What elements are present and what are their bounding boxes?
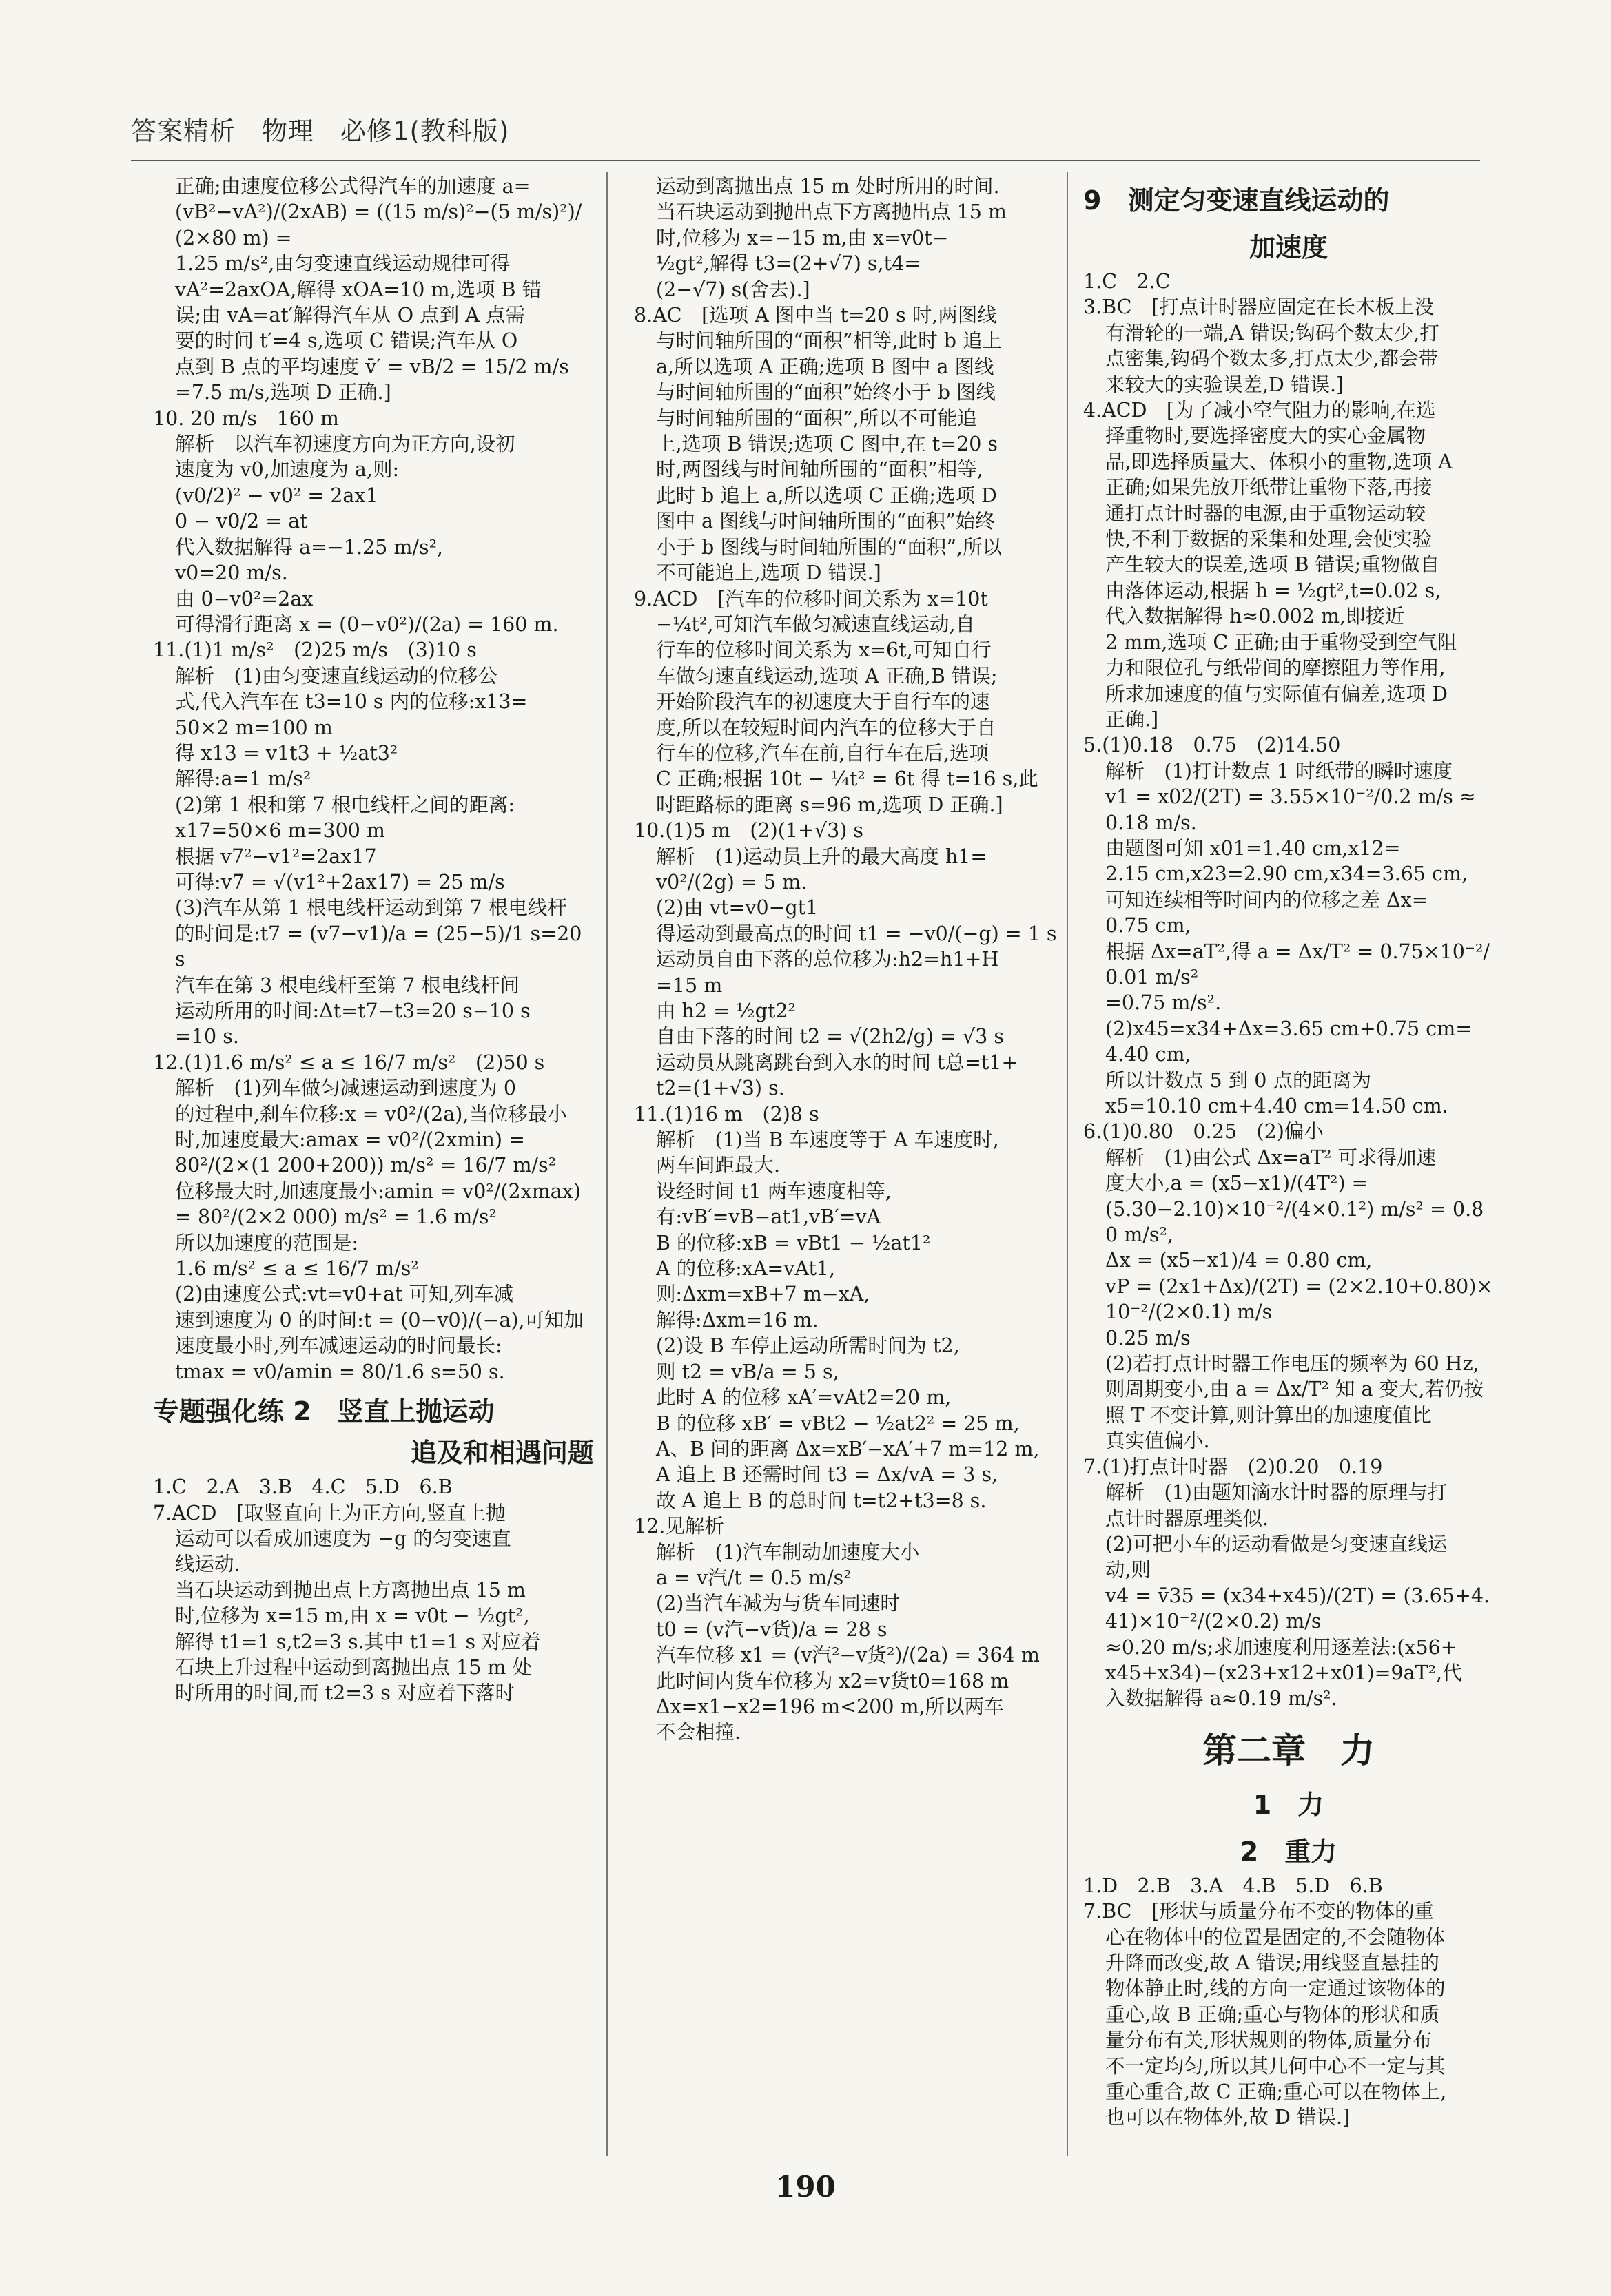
text-line: ≈0.20 m/s;求加速度利用逐差法:(x56+ [1105,1635,1457,1659]
running-header: 答案精析 物理 必修1(教科版) [131,116,510,146]
text-line: 点计时器原理类似. [1105,1507,1269,1530]
text-line: 有滑轮的一端,A 错误;钩码个数太少,打 [1105,321,1439,344]
text-line: 位移最大时,加速度最小:amin = v0²/(2xmax) [175,1179,581,1203]
text-line: =0.75 m/s². [1105,991,1222,1015]
text-line: x45+x34)−(x23+x12+x01)=9aT²,代 [1105,1661,1462,1684]
text-line: 3.BC [打点计时器应固定在长木板上没 [1083,296,1435,319]
text-line: (2)由 vt=v0−gt1 [656,896,819,920]
text-line: 不可能追上,选项 D 错误.] [656,561,881,585]
text-line: 行车的位移时间关系为 x=6t,可知自行 [656,639,992,662]
text-line: 2 mm,选项 C 正确;由于重物受到空气阻 [1105,630,1457,654]
text-line: 照 T 不变计算,则计算出的加速度值比 [1105,1403,1432,1427]
text-line: 上,选项 B 错误;选项 C 图中,在 t=20 s [656,433,998,456]
text-line: 0.75 cm, [1105,914,1191,938]
column-divider [606,172,608,2156]
text-line: 汽车位移 x1 = (v汽²−v货²)/(2a) = 364 m [656,1644,1040,1667]
text-line: 由题图可知 x01=1.40 cm,x12= [1105,836,1401,860]
text-line: 行车的位移,汽车在前,自行车在后,选项 [656,741,989,765]
text-line: 运动员从跳离跳台到入水的时间 t总=t1+ [656,1051,1018,1074]
text-line: 9.ACD [汽车的位移时间关系为 x=10t [634,587,988,610]
text-line: 解析 以汽车初速度方向为正方向,设初 [175,433,515,456]
text-line: 故 A 追上 B 的总时间 t=t2+t3=8 s. [656,1489,987,1512]
text-line: 解析 (1)汽车制动加速度大小 [656,1540,920,1564]
text-line: 真实值偏小. [1105,1429,1210,1453]
text-line: 当石块运动到抛出点下方离抛出点 15 m [656,200,1007,224]
text-line: =15 m [656,973,723,997]
text-line: 与时间轴所围的“面积”相等,此时 b 追上 [656,329,1003,353]
text-line: (2)设 B 车停止运动所需时间为 t2, [656,1334,960,1358]
text-line: A 的位移:xA=vAt1, [656,1257,836,1281]
text-line: 解得:Δxm=16 m. [656,1308,819,1332]
text-line: 线运动. [175,1553,240,1576]
text-line: 1.25 m/s²,由匀变速直线运动规律可得 [175,252,511,276]
text-line: 10. 20 m/s 160 m [153,406,339,430]
text-line: 运动可以看成加速度为 −g 的匀变速直 [175,1527,511,1550]
text-line: 根据 Δx=aT²,得 a = Δx/T² = 0.75×10⁻²/0.01 m/s² [1105,940,1490,989]
text-line: 来较大的实验误差,D 错误.] [1105,373,1344,396]
text-line: (vB²−vA²)/(2xAB) = ((15 m/s)²−(5 m/s)²)/(2×80 m) = [175,200,582,249]
text-line: 解析 (1)列车做匀减速运动到速度为 0 [175,1077,517,1100]
text-line: 7.BC [形状与质量分布不变的物体的重 [1083,1900,1435,1923]
text-line: 设经时间 t1 两车速度相等, [656,1179,892,1203]
text-line: 图中 a 图线与时间轴所围的“面积”始终 [656,510,995,533]
text-line: A 追上 B 还需时间 t3 = Δx/vA = 3 s, [656,1463,998,1487]
text-line: 时,加速度最大:amax = v0²/(2xmin) = [175,1128,525,1152]
column-1 [153,174,594,2171]
text-line: A、B 间的距离 Δx=xB′−xA′+7 m=12 m, [656,1437,1040,1460]
text-line: 升降而改变,故 A 错误;用线竖直悬挂的 [1105,1951,1439,1974]
text-line: 速度为 v0,加速度为 a,则: [175,458,400,482]
text-line: 8.AC [选项 A 图中当 t=20 s 时,两图线 [634,304,997,327]
column-1-lines-after [153,1474,594,1706]
text-line: =7.5 m/s,选项 D 正确.] [175,381,391,404]
text-line: 物体静止时,线的方向一定通过该物体的 [1105,1977,1446,2000]
text-line: 的时间是:t7 = (v7−v1)/a = (25−5)/1 s=20 s [175,922,582,971]
text-line: 有:vB′=vB−at1,vB′=vA [656,1206,881,1229]
text-line: 自由下落的时间 t2 = √(2h2/g) = √3 s [656,1025,1004,1048]
text-line: 7.(1)打点计时器 (2)0.20 0.19 [1083,1455,1383,1478]
text-line: 时所用的时间,而 t2=3 s 对应着下落时 [175,1682,515,1705]
text-line: 择重物时,要选择密度大的实心金属物 [1105,424,1426,448]
text-line: 正确;如果先放开纸带让重物下落,再接 [1105,476,1433,499]
section-title: 1 力 [1253,1789,1324,1820]
chapter-title: 第二章 力 [1202,1730,1375,1770]
text-line: 也可以在物体外,故 D 错误.] [1105,2106,1351,2129]
text-line: v0²/(2g) = 5 m. [656,870,808,893]
text-line: 所求加速度的值与实际值有偏差,选项 D [1105,682,1448,705]
text-line: 与时间轴所围的“面积”始终小于 b 图线 [656,381,996,404]
text-line: 可得滑行距离 x = (0−v0²)/(2a) = 160 m. [175,612,559,636]
text-line: 1.6 m/s² ≤ a ≤ 16/7 m/s² [175,1257,419,1281]
text-line: 12.见解析 [634,1515,724,1538]
text-line: 则:Δxm=xB+7 m−xA, [656,1283,870,1306]
text-line: 点到 B 点的平均速度 v̄′ = vB/2 = 15/2 m/s [175,355,569,378]
text-line: 2.15 cm,x23=2.90 cm,x34=3.65 cm, [1105,862,1468,886]
text-line: B 的位移:xB = vBt1 − ½at1² [656,1231,931,1254]
text-line: 要的时间 t′=4 s,选项 C 错误;汽车从 O [175,329,518,353]
text-line: 小于 b 图线与时间轴所围的“面积”,所以 [656,535,1003,559]
text-line: 入数据解得 a≈0.19 m/s². [1105,1687,1337,1710]
text-line: a = v汽/t = 0.5 m/s² [656,1566,852,1589]
text-line: (v0/2)² − v0² = 2ax1 [175,484,378,507]
text-line: 速到速度为 0 的时间:t = (0−v0)/(−a),可知加 [175,1308,584,1332]
text-line: 车做匀速直线运动,选项 A 正确,B 错误; [656,664,998,687]
text-line: 5.(1)0.18 0.75 (2)14.50 [1083,734,1341,757]
text-line: B 的位移 xB′ = vBt2 − ½at2² = 25 m, [656,1411,1020,1435]
text-line: 时,位移为 x=−15 m,由 x=v0t− [656,226,949,249]
text-line: v1 = x02/(2T) = 3.55×10⁻²/0.2 m/s ≈ 0.18 m/s. [1105,785,1476,834]
column-2 [634,174,1075,2171]
text-line: 正确;由速度位移公式得汽车的加速度 a= [175,175,531,198]
text-line: (2)当汽车减为与货车同速时 [656,1592,900,1615]
text-line: 10.(1)5 m (2)(1+√3) s [634,819,864,842]
text-line: 量分布有关,形状规则的物体,质量分布 [1105,2029,1433,2052]
text-line: 解析 (1)由题知滴水计时器的原理与打 [1105,1481,1448,1504]
text-line: x17=50×6 m=300 m [175,819,385,842]
text-line: 重心重合,故 C 正确;重心可以在物体上, [1105,2080,1447,2103]
text-line: 7.ACD [取竖直向上为正方向,竖直上抛 [153,1501,506,1524]
text-line: 1.C 2.A 3.B 4.C 5.D 6.B [153,1476,453,1499]
text-line: vA²=2axOA,解得 xOA=10 m,选项 B 错 [175,278,542,301]
text-line: −¼t²,可知汽车做匀减速直线运动,自 [656,612,976,636]
page-number: 190 [775,2170,836,2204]
text-line: 式,代入汽车在 t3=10 s 内的位移:x13= [175,690,528,714]
text-line: Δx=x1−x2=196 m<200 m,所以两车 [656,1695,1004,1718]
text-line: 运动所用的时间:Δt=t7−t3=20 s−10 s [175,1000,531,1022]
text-line: 0 − v0/2 = at [175,510,308,533]
text-line: (2)x45=x34+Δx=3.65 cm+0.75 cm= [1105,1017,1473,1040]
text-line: 12.(1)1.6 m/s² ≤ a ≤ 16/7 m/s² (2)50 s [153,1051,545,1074]
text-line: 正确.] [1105,707,1159,731]
text-line: 动,则 [1105,1558,1151,1582]
column-3-lines-after [1083,1873,1494,2131]
text-line: 解得 t1=1 s,t2=3 s.其中 t1=1 s 对应着 [175,1630,541,1653]
text-line: 11.(1)16 m (2)8 s [634,1102,819,1126]
text-line: 由 0−v0²=2ax [175,587,314,610]
header-rule [131,160,1480,161]
text-line: 此时间内货车位移为 x2=v货t0=168 m [656,1669,1009,1693]
text-line: 石块上升过程中运动到离抛出点 15 m 处 [175,1655,532,1679]
text-line: 时,位移为 x=15 m,由 x = v0t − ½gt², [175,1604,530,1628]
text-line: (2−√7) s(舍去).] [656,278,810,301]
text-line: 运动员自由下落的总位移为:h2=h1+H [656,948,999,971]
text-line: 则周期变小,由 a = Δx/T² 知 a 变大,若仍按 [1105,1378,1484,1401]
column-1-lines [153,174,594,1385]
text-line: 80²/(2×(1 200+200)) m/s² = 16/7 m/s² [175,1154,557,1177]
section-title: 9 测定匀变速直线运动的 [1083,185,1390,216]
column-3 [1083,174,1494,2171]
text-line: (2)第 1 根和第 7 根电线杆之间的距离: [175,793,515,816]
text-line: v4 = v̄35 = (x34+x45)/(2T) = (3.65+4.41)×10⁻²/(2×0.2) m/s [1105,1584,1490,1633]
text-line: Δx = (x5−x1)/4 = 0.80 cm, [1105,1249,1373,1272]
text-line: 度大小,a = (x5−x1)/(4T²) = [1105,1172,1368,1195]
text-line: 重心,故 B 正确;重心与物体的形状和质 [1105,2003,1440,2026]
text-line: 得运动到最高点的时间 t1 = −v0/(−g) = 1 s [656,922,1057,945]
text-line: vP = (2x1+Δx)/(2T) = (2×2.10+0.80)×10⁻²/(2×0.1) m/s [1105,1274,1493,1324]
text-line: t0 = (v汽−v货)/a = 28 s [656,1617,887,1641]
text-line: 解析 (1)由公式 Δx=aT² 可求得加速 [1105,1146,1436,1169]
text-line: 可得:v7 = √(v1²+2ax17) = 25 m/s [175,870,505,893]
text-line: 0.25 m/s [1105,1326,1191,1349]
text-line: 解得:a=1 m/s² [175,767,311,791]
text-line: 由落体运动,根据 h = ½gt²,t=0.02 s, [1105,579,1441,602]
text-line: 开始阶段汽车的初速度大于自行车的速 [656,690,990,714]
text-line: (2)由速度公式:vt=v0+at 可知,列车减 [175,1283,514,1306]
text-line: 时,两图线与时间轴所围的“面积”相等, [656,458,983,482]
text-line: 解析 (1)由匀变速直线运动的位移公 [175,664,497,687]
text-line: 代入数据解得 h≈0.002 m,即接近 [1105,605,1405,628]
text-line: (5.30−2.10)×10⁻²/(4×0.1²) m/s² = 0.80 m/s², [1105,1197,1484,1247]
text-line: 当石块运动到抛出点上方离抛出点 15 m [175,1578,526,1602]
column-3-lines [1083,269,1494,1712]
text-line: 度,所以在较短时间内汽车的位移大于自 [656,716,996,739]
text-line: 汽车在第 3 根电线杆至第 7 根电线杆间 [175,973,520,997]
text-line: 解析 (1)当 B 车速度等于 A 车速度时, [656,1128,999,1152]
section-title: 专题强化练 2 竖直上抛运动 [153,1396,495,1427]
text-line: (2)若打点计时器工作电压的频率为 60 Hz, [1105,1352,1479,1376]
text-line: 产生较大的误差,选项 B 错误;重物做自 [1105,553,1440,577]
text-line: t2=(1+√3) s. [656,1077,785,1100]
text-line: x5=10.10 cm+4.40 cm=14.50 cm. [1105,1095,1448,1117]
text-line: 由 h2 = ½gt2² [656,1000,796,1022]
text-line: = 80²/(2×2 000) m/s² = 1.6 m/s² [175,1206,497,1229]
text-line: 1.D 2.B 3.A 4.B 5.D 6.B [1083,1874,1383,1897]
section-subtitle: 追及和相遇问题 [410,1438,594,1469]
text-line: 力和限位孔与纸带间的摩擦阻力等作用, [1105,656,1446,680]
text-line: tmax = v0/amin = 80/1.6 s=50 s. [175,1360,505,1383]
text-line: 点密集,钩码个数太多,打点太少,都会带 [1105,347,1439,371]
section-title: 2 重力 [1240,1836,1337,1867]
text-line: 1.C 2.C [1083,270,1171,293]
text-line: 误;由 vA=at′解得汽车从 O 点到 A 点需 [175,304,525,327]
text-line: 则 t2 = vB/a = 5 s, [656,1360,839,1383]
text-line: 通打点计时器的电源,由于重物运动较 [1105,501,1426,525]
text-line: 解析 (1)打计数点 1 时纸带的瞬时速度 [1105,759,1453,783]
text-line: C 正确;根据 10t − ¼t² = 6t 得 t=16 s,此 [656,767,1038,791]
text-line: 4.ACD [为了减小空气阻力的影响,在选 [1083,399,1436,422]
text-line: 两车间距最大. [656,1154,781,1177]
text-line: v0=20 m/s. [175,561,288,585]
text-line: a,所以选项 A 正确;选项 B 图中 a 图线 [656,355,994,378]
text-line: (3)汽车从第 1 根电线杆运动到第 7 根电线杆 [175,896,567,920]
text-line: 品,即选择质量大、体积小的重物,选项 A [1105,450,1453,473]
text-line: 此时 A 的位移 xA′=vAt2=20 m, [656,1386,952,1409]
text-line: 代入数据解得 a=−1.25 m/s², [175,535,444,559]
text-line: 时距路标的距离 s=96 m,选项 D 正确.] [656,793,1003,816]
text-line: 此时 b 追上 a,所以选项 C 正确;选项 D [656,484,997,507]
text-line: 可知连续相等时间内的位移之差 Δx= [1105,888,1428,911]
text-line: 不会相撞. [656,1721,741,1744]
text-line: 50×2 m=100 m [175,716,333,739]
text-line: 4.40 cm, [1105,1043,1191,1066]
text-line: 的过程中,刹车位移:x = v0²/(2a),当位移最小 [175,1102,567,1126]
text-line: 所以加速度的范围是: [175,1231,359,1254]
text-line: 6.(1)0.80 0.25 (2)偏小 [1083,1120,1324,1144]
text-line: =10 s. [175,1025,239,1048]
text-line: 速度最小时,列车减速运动的时间最长: [175,1334,502,1358]
text-line: 与时间轴所围的“面积”,所以不可能追 [656,406,977,430]
text-line: 心在物体中的位置是固定的,不会随物体 [1105,1925,1446,1949]
text-line: 快,不利于数据的采集和处理,会使实验 [1105,528,1433,551]
text-line: ½gt²,解得 t3=(2+√7) s,t4= [656,252,921,276]
text-line: 根据 v7²−v1²=2ax17 [175,845,377,868]
text-line: 运动到离抛出点 15 m 处时所用的时间. [656,175,1000,198]
text-line: 解析 (1)运动员上升的最大高度 h1= [656,845,987,868]
section-subtitle: 加速度 [1249,232,1328,262]
text-line: (2)可把小车的运动看做是匀变速直线运 [1105,1532,1448,1555]
text-line: 得 x13 = v1t3 + ½at3² [175,741,398,765]
column-2-lines [634,174,1075,1746]
text-line: 不一定均匀,所以其几何中心不一定与其 [1105,2054,1446,2078]
text-line: 11.(1)1 m/s² (2)25 m/s (3)10 s [153,639,477,662]
text-line: 所以计数点 5 到 0 点的距离为 [1105,1068,1372,1092]
